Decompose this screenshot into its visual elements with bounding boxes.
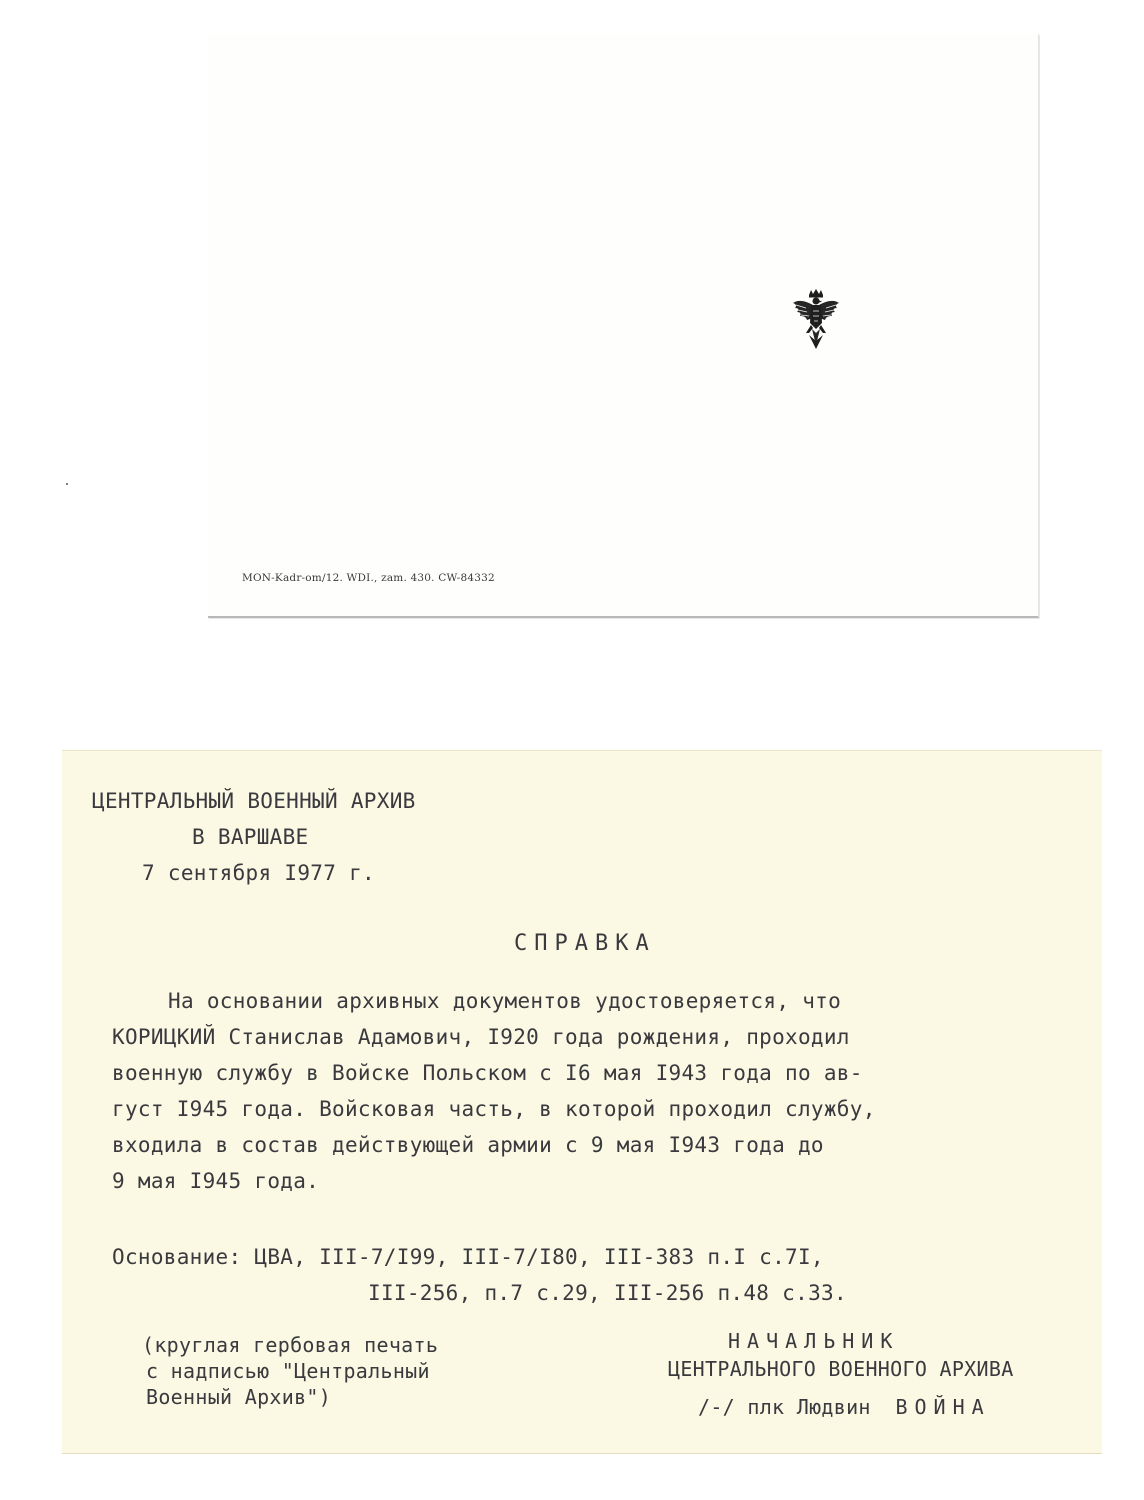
archive-city: В ВАРШАВЕ	[192, 825, 309, 849]
paper-speck	[66, 483, 68, 485]
seal-note-line: с надписью "Центральный	[146, 1359, 430, 1383]
archive-certificate	[62, 750, 1102, 1454]
body-line: На основании архивных документов удостоверяется, что	[168, 989, 842, 1013]
white-eagle-emblem-icon	[792, 289, 840, 351]
basis-line: III-256, п.7 с.29, III-256 п.48 с.33.	[368, 1281, 847, 1305]
document-title: СПРАВКА	[514, 931, 656, 956]
print-imprint: MON-Kadr-om/12. WDI., zam. 430. CW-84332	[242, 572, 495, 584]
signatory-name: /-/ плк Людвин	[698, 1395, 871, 1419]
signatory-surname: ВОЙНА	[895, 1395, 991, 1419]
body-line: 9 мая I945 года.	[112, 1169, 320, 1193]
body-line: густ I945 года. Войсковая часть, в которой проходил службу,	[112, 1097, 876, 1121]
archive-name: ЦЕНТРАЛЬНЫЙ ВОЕННЫЙ АРХИВ	[92, 789, 416, 813]
signatory-title: НАЧАЛЬНИК	[728, 1329, 900, 1353]
seal-note-line: Военный Архив")	[146, 1385, 332, 1409]
body-line: входила в состав действующей армии с 9 мая I943 года до	[112, 1133, 824, 1157]
signatory-line	[698, 1397, 991, 1417]
body-line: военную службу в Войске Польском с I6 мая I943 года по ав-	[112, 1061, 863, 1085]
body-line: КОРИЦКИЙ Станислав Адамович, I920 года рождения, проходил	[112, 1025, 850, 1049]
seal-note-line: (круглая гербовая печать	[142, 1333, 439, 1357]
basis-line: Основание: ЦВА, III-7/I99, III-7/I80, III-383 п.I с.7I,	[112, 1245, 824, 1269]
document-date: 7 сентября I977 г.	[142, 861, 375, 885]
greeting-card	[208, 34, 1039, 618]
signatory-organization: ЦЕНТРАЛЬНОГО ВОЕННОГО АРХИВА	[668, 1357, 1014, 1381]
